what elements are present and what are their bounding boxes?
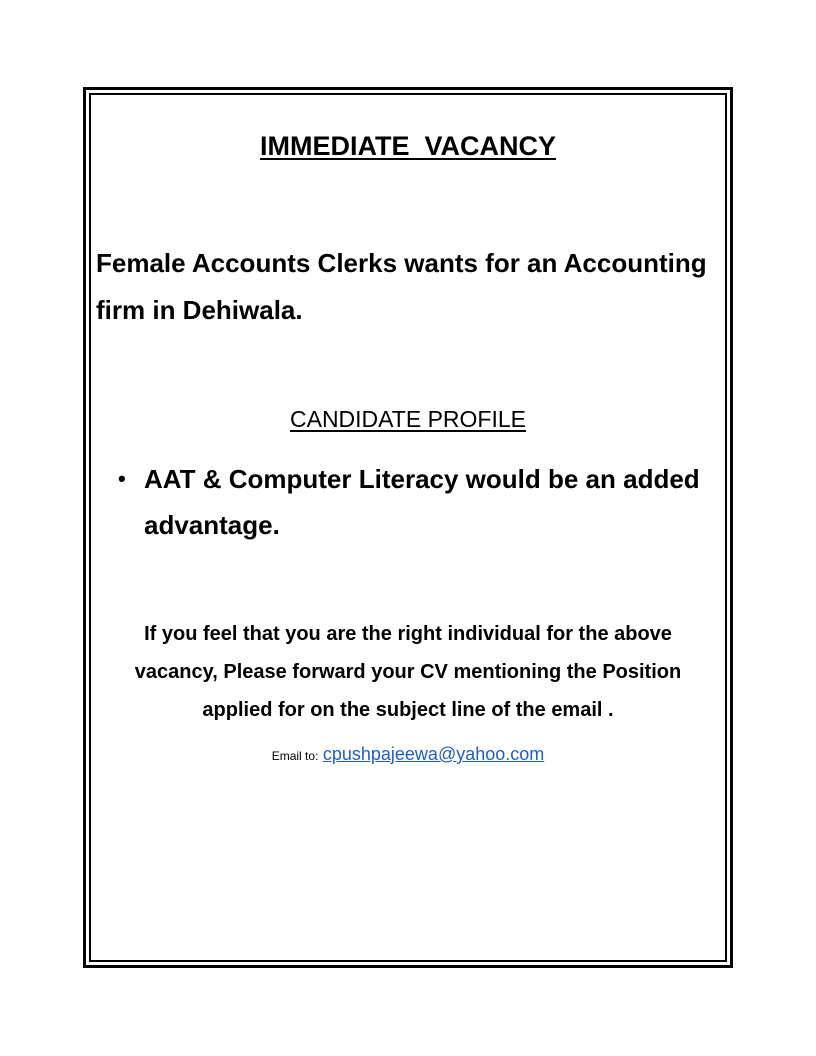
profile-item-text: AAT & Computer Literacy would be an added advantage.	[144, 464, 700, 540]
candidate-profile-heading	[0, 402, 816, 436]
email-link[interactable]: cpushpajeewa@yahoo.com	[322, 744, 545, 764]
application-instructions: If you feel that you are the right individual for the above vacancy, Please forward your CV mentioning the Position applied for on the subject line of the email .	[134, 623, 682, 721]
candidate-profile-list	[118, 456, 724, 548]
vacancy-title	[0, 128, 816, 164]
bullet-icon: •	[118, 466, 126, 491]
candidate-profile-heading-text: CANDIDATE PROFILE	[290, 406, 526, 432]
email-label: Email to:	[271, 749, 319, 763]
email-line	[0, 740, 816, 770]
vacancy-title-text: IMMEDIATE VACANCY	[260, 131, 556, 161]
list-item	[118, 456, 724, 548]
vacancy-headline: Female Accounts Clerks wants for an Accounting firm in Dehiwala.	[96, 248, 707, 325]
